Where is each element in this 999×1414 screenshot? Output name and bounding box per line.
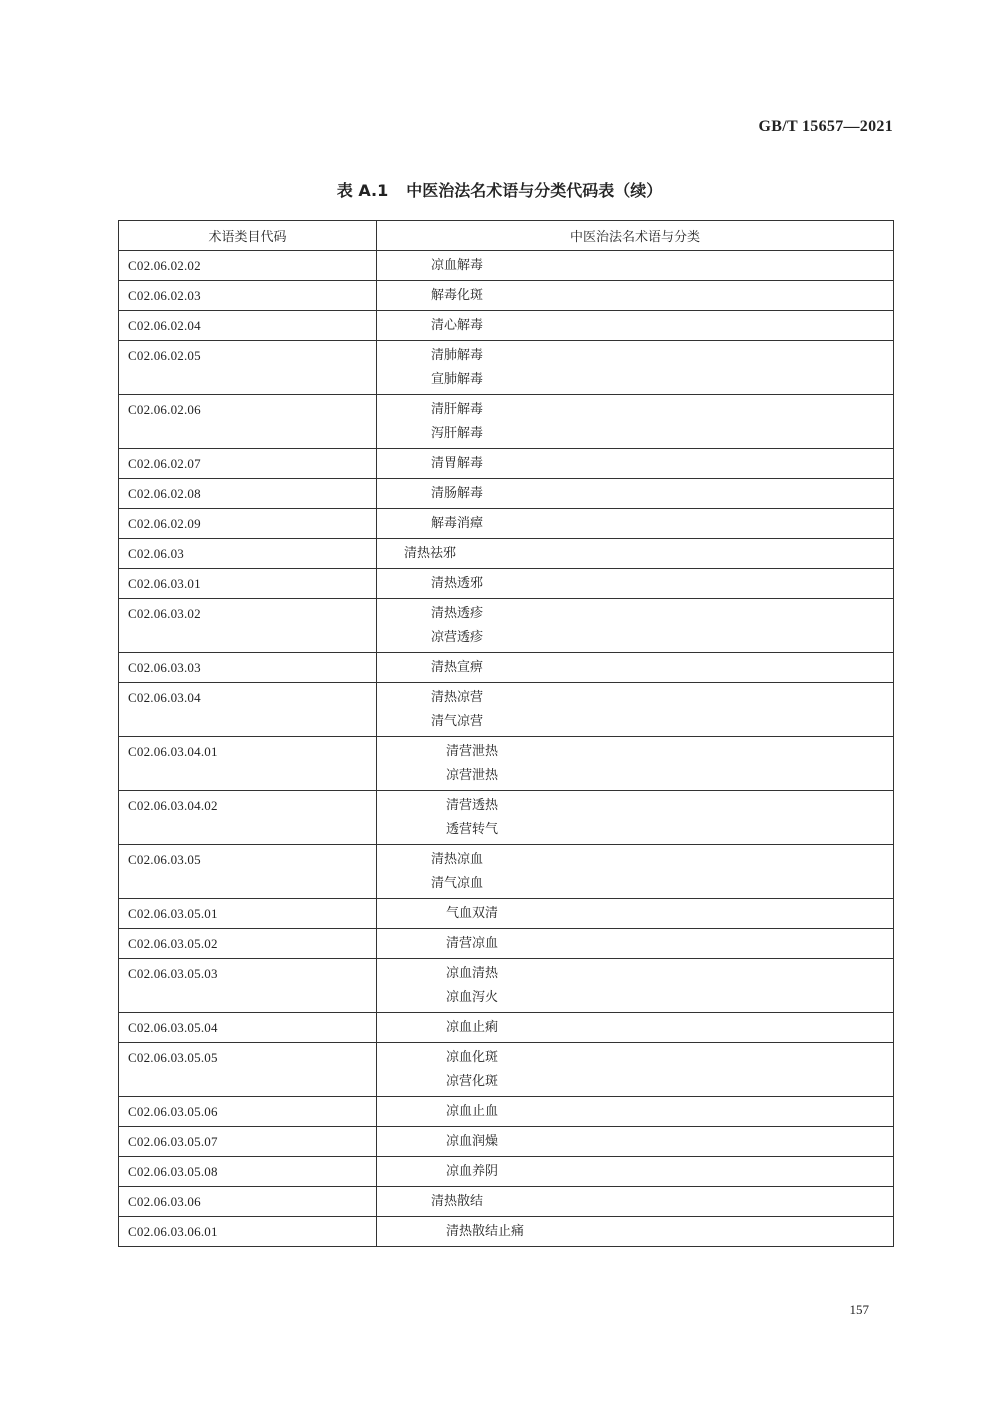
table-row (119, 1097, 894, 1127)
term-text: 凉血润燥 (446, 1134, 499, 1149)
table-row (119, 1043, 894, 1097)
term-cell (377, 281, 894, 311)
term-cell (377, 599, 894, 653)
term-text: 清热透邪 (431, 576, 484, 591)
term-text: 解毒消瘴 (431, 516, 484, 531)
category-code-cell: C02.06.03.04.02 (119, 791, 377, 845)
table-row (119, 845, 894, 899)
table-row (119, 251, 894, 281)
term-text: 清气凉营 (431, 714, 484, 729)
term-cell (377, 683, 894, 737)
term-cell (377, 311, 894, 341)
column-header-term: 中医治法名术语与分类 (377, 221, 894, 251)
column-header-code: 术语类目代码 (119, 221, 377, 251)
term-cell (377, 845, 894, 899)
table-row (119, 959, 894, 1013)
category-code-cell: C02.06.03.05 (119, 845, 377, 899)
category-code-cell: C02.06.03.05.06 (119, 1097, 377, 1127)
category-code-cell: C02.06.03.05.03 (119, 959, 377, 1013)
term-text: 清营透热 (446, 798, 499, 813)
table-row (119, 509, 894, 539)
table-body (119, 251, 894, 1247)
table-header-row (119, 221, 894, 251)
category-code-cell: C02.06.03.05.08 (119, 1157, 377, 1187)
term-cell (377, 479, 894, 509)
table-row (119, 599, 894, 653)
table-row (119, 1217, 894, 1247)
term-text: 凉血止痢 (446, 1020, 499, 1035)
term-text: 清肝解毒 (431, 402, 484, 417)
term-text: 清热散结止痛 (446, 1224, 525, 1239)
term-text: 清肠解毒 (431, 486, 484, 501)
table-row (119, 479, 894, 509)
term-text: 凉血清热 (446, 966, 499, 981)
category-code-cell: C02.06.02.07 (119, 449, 377, 479)
table-row (119, 1157, 894, 1187)
term-cell (377, 509, 894, 539)
category-code-cell: C02.06.02.03 (119, 281, 377, 311)
term-cell (377, 959, 894, 1013)
term-text: 透营转气 (446, 822, 499, 837)
category-code-cell: C02.06.03 (119, 539, 377, 569)
table-row (119, 1187, 894, 1217)
term-cell (377, 1157, 894, 1187)
term-text: 清热祛邪 (404, 546, 457, 561)
table-row (119, 341, 894, 395)
table-row (119, 791, 894, 845)
category-code-cell: C02.06.03.05.05 (119, 1043, 377, 1097)
category-code-cell: C02.06.03.01 (119, 569, 377, 599)
table-row (119, 539, 894, 569)
table-row (119, 929, 894, 959)
category-code-cell: C02.06.02.06 (119, 395, 377, 449)
table-row (119, 653, 894, 683)
category-code-cell: C02.06.03.05.01 (119, 899, 377, 929)
term-text: 宣肺解毒 (431, 372, 484, 387)
term-cell (377, 1217, 894, 1247)
category-code-cell: C02.06.03.05.04 (119, 1013, 377, 1043)
term-text: 凉营透疹 (431, 630, 484, 645)
term-text: 清热凉营 (431, 690, 484, 705)
table-row (119, 395, 894, 449)
category-code-cell: C02.06.03.03 (119, 653, 377, 683)
term-text: 清热透疹 (431, 606, 484, 621)
table-row (119, 899, 894, 929)
term-cell (377, 1043, 894, 1097)
table-row (119, 281, 894, 311)
category-code-cell: C02.06.02.05 (119, 341, 377, 395)
term-text: 清热凉血 (431, 852, 484, 867)
table-row (119, 1127, 894, 1157)
term-cell (377, 569, 894, 599)
term-text: 清热散结 (431, 1194, 484, 1209)
table-row (119, 683, 894, 737)
category-code-cell: C02.06.03.06 (119, 1187, 377, 1217)
page-number: 157 (849, 1302, 869, 1317)
term-text: 解毒化斑 (431, 288, 484, 303)
term-text: 清胃解毒 (431, 456, 484, 471)
category-code-cell: C02.06.02.09 (119, 509, 377, 539)
term-cell (377, 395, 894, 449)
category-code-cell: C02.06.03.06.01 (119, 1217, 377, 1247)
category-code-cell: C02.06.03.04 (119, 683, 377, 737)
category-code-cell: C02.06.02.04 (119, 311, 377, 341)
term-cell (377, 449, 894, 479)
category-code-cell: C02.06.03.04.01 (119, 737, 377, 791)
term-cell (377, 653, 894, 683)
term-text: 清心解毒 (431, 318, 484, 333)
category-code-cell: C02.06.02.02 (119, 251, 377, 281)
term-cell (377, 539, 894, 569)
term-text: 凉血化斑 (446, 1050, 499, 1065)
table-row (119, 311, 894, 341)
category-code-cell: C02.06.03.02 (119, 599, 377, 653)
term-text: 清气凉血 (431, 876, 484, 891)
table-label: 表 A.1 (336, 181, 389, 200)
table-row (119, 449, 894, 479)
term-cell (377, 1127, 894, 1157)
term-text: 清热宣痹 (431, 660, 484, 675)
table-title-text: 中医治法名术语与分类代码表（续） (406, 181, 663, 200)
term-text: 凉血解毒 (431, 258, 484, 273)
term-cell (377, 929, 894, 959)
term-text: 凉血养阴 (446, 1164, 499, 1179)
term-cell (377, 791, 894, 845)
term-cell (377, 1013, 894, 1043)
category-code-cell: C02.06.03.05.02 (119, 929, 377, 959)
term-text: 清肺解毒 (431, 348, 484, 363)
term-cell (377, 1187, 894, 1217)
table-row (119, 569, 894, 599)
term-cell (377, 737, 894, 791)
term-text: 清营凉血 (446, 936, 499, 951)
term-text: 气血双清 (446, 906, 499, 921)
term-text: 凉营化斑 (446, 1074, 499, 1089)
term-cell (377, 341, 894, 395)
term-cell (377, 1097, 894, 1127)
term-cell (377, 899, 894, 929)
table-row (119, 1013, 894, 1043)
category-code-cell: C02.06.03.05.07 (119, 1127, 377, 1157)
standard-code: GB/T 15657—2021 (758, 118, 893, 135)
term-text: 凉血止血 (446, 1104, 499, 1119)
term-text: 泻肝解毒 (431, 426, 484, 441)
term-cell (377, 251, 894, 281)
term-text: 凉营泄热 (446, 768, 499, 783)
category-code-cell: C02.06.02.08 (119, 479, 377, 509)
terms-table (118, 220, 894, 1247)
term-text: 清营泄热 (446, 744, 499, 759)
term-text: 凉血泻火 (446, 990, 499, 1005)
table-title (0, 178, 999, 201)
table-row (119, 737, 894, 791)
